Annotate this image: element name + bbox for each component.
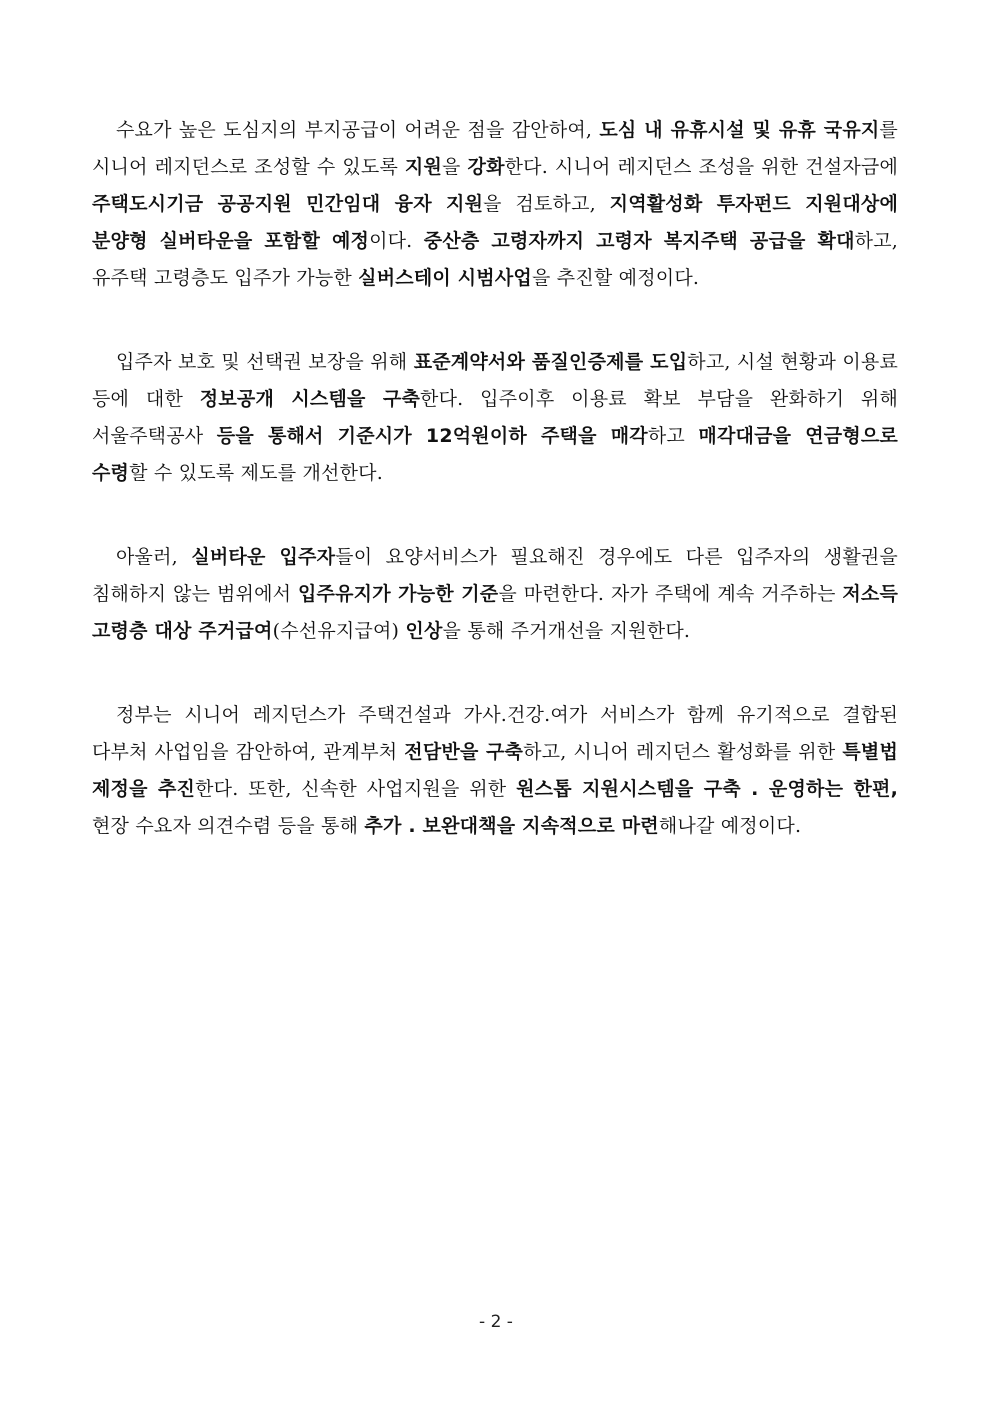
body-text: (수선유지급여) bbox=[272, 620, 406, 642]
bold-text: 특별법 제정을 추진 bbox=[92, 741, 899, 800]
paragraph-4 bbox=[92, 697, 898, 845]
bold-text: 등을 통해서 기준시가 12억원이하 주택을 매각 bbox=[216, 425, 648, 447]
body-text: 한다. 시니어 레지던스 조성을 위한 건설자금에 bbox=[504, 156, 898, 178]
body-text: 입주자 보호 및 선택권 보장을 위해 bbox=[116, 351, 414, 373]
body-text: 을 추진할 예정이다. bbox=[531, 267, 700, 289]
body-text: 하고 bbox=[647, 425, 699, 447]
bold-text: 주택도시기금 공공지원 민간임대 융자 지원 bbox=[92, 193, 484, 215]
body-text: 하고, 시니어 레지던스 활성화를 위한 bbox=[523, 741, 843, 763]
bold-text: 표준계약서와 품질인증제를 도입 bbox=[413, 351, 688, 373]
bold-text: 지원 bbox=[404, 156, 443, 178]
bold-text: 매각대금을 연금형으로 수령 bbox=[92, 425, 898, 484]
bold-text: 도심 내 유휴시설 및 유휴 국유지 bbox=[599, 119, 880, 141]
page-number: - 2 - bbox=[479, 1312, 513, 1332]
body-text: 정부는 시니어 레지던스가 주택건설과 가사.건강.여가 서비스가 함께 유기적으로 결합된 다부처 사업임을 감안하여, 관계부처 bbox=[92, 704, 898, 763]
body-text: 하고, 유주택 고령층도 입주가 가능한 bbox=[92, 230, 898, 289]
body-text: 을 bbox=[442, 156, 468, 178]
body-text: 을 마련한다. 자가 주택에 계속 거주하는 bbox=[498, 583, 843, 605]
bold-text: 저소득 고령층 대상 주거급여 bbox=[92, 583, 899, 642]
paragraph-2 bbox=[92, 344, 898, 492]
body-text: 수요가 높은 도심지의 부지공급이 어려운 점을 감안하여, bbox=[116, 119, 600, 141]
bold-text: 정보공개 시스템을 구축 bbox=[199, 388, 421, 410]
bold-text: 입주유지가 가능한 기준 bbox=[298, 583, 499, 605]
body-text: 해나갈 예정이다. bbox=[658, 815, 802, 837]
bold-text: 추가 . 보완대책을 지속적으로 마련 bbox=[364, 815, 659, 837]
body-text: 한다. 또한, 신속한 사업지원을 위한 bbox=[195, 778, 517, 800]
body-text: 을 통해 주거개선을 지원한다. bbox=[442, 620, 691, 642]
bold-text: 전담반을 구축 bbox=[404, 741, 524, 763]
paragraph-1 bbox=[92, 112, 898, 297]
bold-text: 강화 bbox=[467, 156, 505, 178]
bold-text: 중산층 고령자까지 고령자 복지주택 공급을 확대 bbox=[423, 230, 855, 252]
body-text: 하고, 시설 현황과 이용료 등에 대한 bbox=[92, 351, 899, 410]
bold-text: 원스톱 지원시스템을 구축 . 운영하는 한편, bbox=[516, 778, 899, 800]
body-text: 아울러, bbox=[116, 546, 192, 568]
body-text: 들이 요양서비스가 필요해진 경우에도 다른 입주자의 생활권을 침해하지 않는 범위에서 bbox=[92, 546, 898, 605]
body-text: 을 검토하고, bbox=[483, 193, 610, 215]
bold-text: 지역활성화 투자펀드 지원대상에 분양형 실버타운을 포함할 예정 bbox=[92, 193, 898, 252]
bold-text: 실버스테이 시범사업 bbox=[358, 267, 532, 289]
body-text: 현장 수요자 의견수렴 등을 통해 bbox=[92, 815, 365, 837]
body-text: 이다. bbox=[369, 230, 424, 252]
bold-text: 인상 bbox=[405, 620, 443, 642]
document-body bbox=[92, 112, 898, 892]
bold-text: 실버타운 입주자 bbox=[191, 546, 336, 568]
body-text: 한다. 입주이후 이용료 확보 부담을 완화하기 위해 서울주택공사 bbox=[92, 388, 899, 447]
body-text: 할 수 있도록 제도를 개선한다. bbox=[129, 462, 383, 484]
body-text: 를 시니어 레지던스로 조성할 수 있도록 bbox=[92, 119, 898, 178]
paragraph-3 bbox=[92, 539, 898, 650]
